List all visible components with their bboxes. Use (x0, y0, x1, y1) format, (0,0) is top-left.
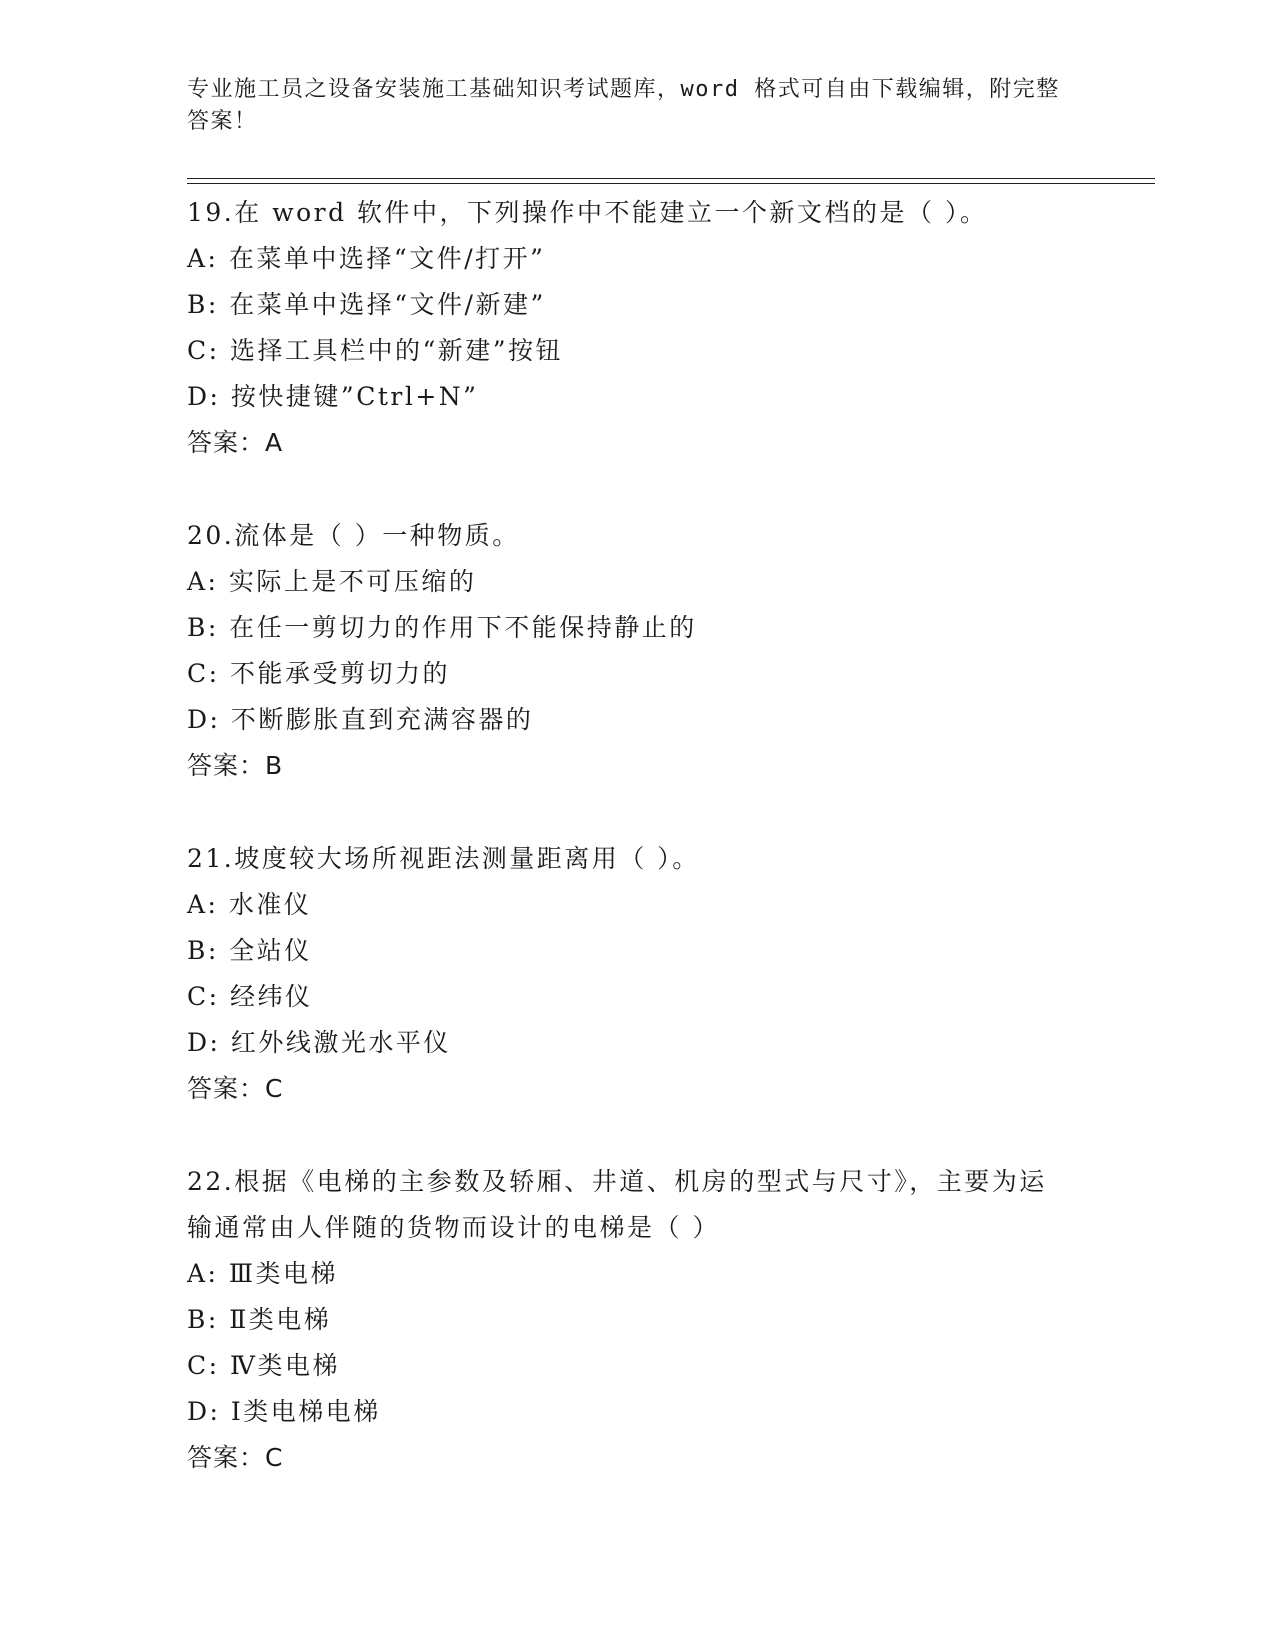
option-c: C: 选择工具栏中的“新建”按钮 (187, 336, 564, 365)
question-stem: 22.根据《电梯的主参数及轿厢、井道、机房的型式与尺寸》，主要为运输通常由人伴随的货物而设计的电梯是（ ） (187, 1167, 1047, 1242)
header-divider-bottom (187, 183, 1155, 184)
option-c: C: 不能承受剪切力的 (187, 659, 450, 688)
document-header: 专业施工员之设备安装施工基础知识考试题库，word 格式可自由下载编辑，附完整答案！ (187, 77, 1060, 134)
header-divider-top (187, 178, 1155, 179)
question-20 (187, 513, 1087, 789)
question-stem: 19.在 word 软件中，下列操作中不能建立一个新文档的是（ ）。 (187, 198, 988, 227)
option-d: D: Ⅰ类电梯电梯 (187, 1397, 381, 1426)
option-b: B: 全站仪 (187, 936, 312, 965)
option-a: A: 实际上是不可压缩的 (187, 567, 477, 596)
question-stem: 20.流体是（ ）一种物质。 (187, 521, 520, 550)
question-stem: 21.坡度较大场所视距法测量距离用（ ）。 (187, 844, 700, 873)
question-22 (187, 1159, 1087, 1481)
answer-label: 答案：C (187, 1074, 284, 1103)
answer-label: 答案：B (187, 751, 284, 780)
option-b: B: 在任一剪切力的作用下不能保持静止的 (187, 613, 697, 642)
question-list (187, 190, 1087, 1528)
option-b: B: 在菜单中选择“文件/新建” (187, 290, 546, 319)
option-a: A: 在菜单中选择“文件/打开” (187, 244, 546, 273)
question-19 (187, 190, 1087, 466)
option-a: A: Ⅲ类电梯 (187, 1259, 339, 1288)
question-21 (187, 836, 1087, 1112)
option-c: C: 经纬仪 (187, 982, 313, 1011)
option-d: D: 红外线激光水平仪 (187, 1028, 451, 1057)
answer-label: 答案：A (187, 428, 284, 457)
option-c: C: Ⅳ类电梯 (187, 1351, 340, 1380)
answer-label: 答案：C (187, 1443, 284, 1472)
option-d: D: 按快捷键”Ctrl+N” (187, 382, 479, 411)
option-a: A: 水准仪 (187, 890, 312, 919)
option-d: D: 不断膨胀直到充满容器的 (187, 705, 534, 734)
option-b: B: Ⅱ类电梯 (187, 1305, 332, 1334)
